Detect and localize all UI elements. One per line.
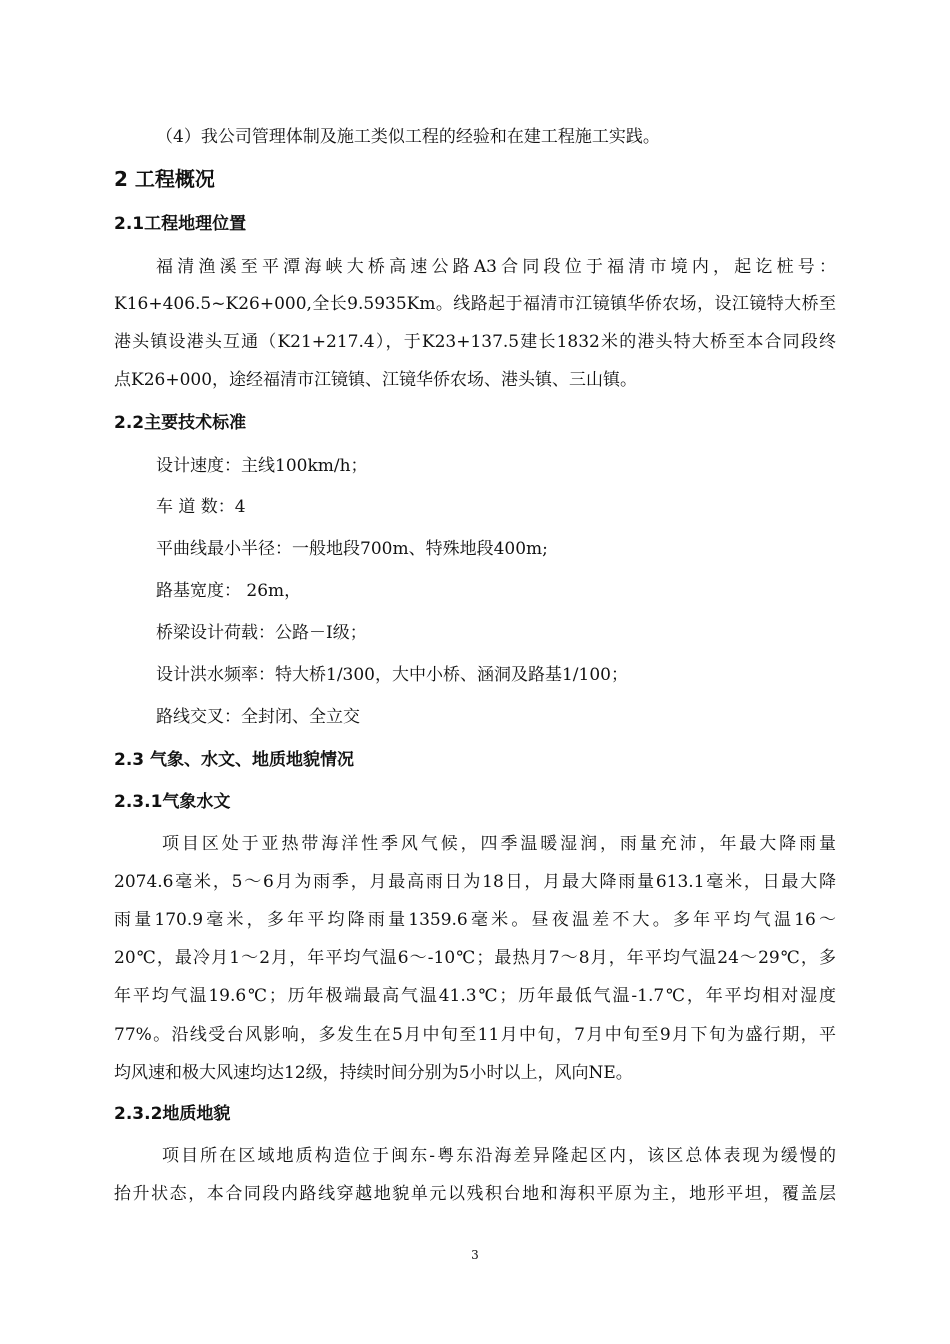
page-number: 3 <box>471 1248 479 1262</box>
paragraph-line: 福清渔溪至平潭海峡大桥高速公路A3合同段位于福清市境内，起讫桩号： <box>156 257 836 277</box>
section-2-1-heading: 2.1工程地理位置 <box>114 214 247 234</box>
paragraph-line: 雨量170.9毫米，多年平均降雨量1359.6毫米。昼夜温差不大。多年平均气温16～ <box>114 910 836 930</box>
paragraph-line: 点K26+000，途经福清市江镜镇、江镜华侨农场、港头镇、三山镇。 <box>114 370 638 390</box>
spec-item: 设计速度：主线100km/h； <box>156 456 368 476</box>
spec-item: 路基宽度： 26m， <box>156 581 302 601</box>
section-2-3-1-heading: 2.3.1气象水文 <box>114 792 231 812</box>
spec-item: 平曲线最小半径：一般地段700m、特殊地段400m; <box>156 539 548 559</box>
section-2-3-2-heading: 2.3.2地质地貌 <box>114 1104 231 1124</box>
paragraph-line: 77%。沿线受台风影响，多发生在5月中旬至11月中旬，7月中旬至9月下旬为盛行期，平 <box>114 1025 836 1045</box>
paragraph-line: 20℃，最冷月1～2月，年平均气温6～-10℃；最热月7～8月，年平均气温24～29℃，多 <box>114 948 836 968</box>
paragraph-line: 项目区处于亚热带海洋性季风气候，四季温暖湿润，雨量充沛，年最大降雨量 <box>162 834 836 854</box>
spec-item: 路线交叉：全封闭、全立交 <box>156 707 360 727</box>
paragraph-line: 港头镇设港头互通（K21+217.4），于K23+137.5建长1832米的港头特大桥至本合同段终 <box>114 332 836 352</box>
spec-item: 设计洪水频率：特大桥1/300，大中小桥、涵洞及路基1/100； <box>156 665 628 685</box>
paragraph-line: 年平均气温19.6℃；历年极端最高气温41.3℃；历年最低气温-1.7℃，年平均相对湿度 <box>114 986 836 1006</box>
paragraph-line: 项目所在区域地质构造位于闽东-粤东沿海差异隆起区内，该区总体表现为缓慢的 <box>162 1146 836 1166</box>
paragraph-line: 均风速和极大风速均达12级，持续时间分别为5小时以上，风向NE。 <box>114 1063 633 1083</box>
spec-item: 车 道 数：4 <box>156 497 246 517</box>
section-2-2-heading: 2.2主要技术标准 <box>114 413 247 433</box>
paragraph-line: 2074.6毫米，5～6月为雨季，月最高雨日为18日，月最大降雨量613.1毫米，日最大降 <box>114 872 836 892</box>
section-2-3-heading: 2.3 气象、水文、地质地貌情况 <box>114 750 355 770</box>
section-2-heading: 2 工程概况 <box>114 167 215 191</box>
intro-list-item: （4）我公司管理体制及施工类似工程的经验和在建工程施工实践。 <box>156 127 660 147</box>
paragraph-line: 抬升状态，本合同段内路线穿越地貌单元以残积台地和海积平原为主，地形平坦，覆盖层 <box>114 1184 836 1204</box>
paragraph-line: K16+406.5~K26+000,全长9.5935Km。线路起于福清市江镜镇华侨农场，设江镜特大桥至 <box>114 294 836 314</box>
spec-item: 桥梁设计荷载：公路－I级； <box>156 623 367 643</box>
